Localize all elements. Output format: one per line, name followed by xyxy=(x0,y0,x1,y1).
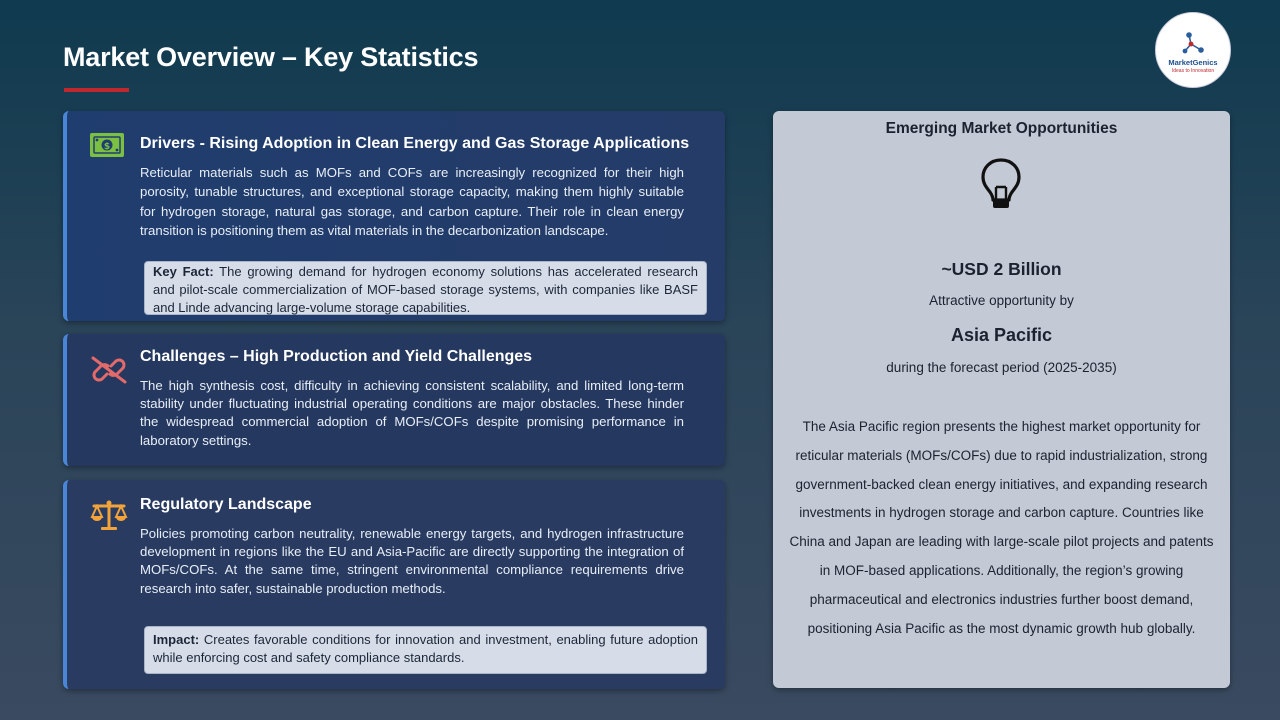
title-underline xyxy=(64,88,129,92)
opportunity-description: The Asia Pacific region presents the highest market opportunity for reticular materials (MOFs/COFs) due to rapid industrialization, strong government-backed clean energy initiatives, and expanding research investments in hydrogen storage and carbon capture. Countries like China and Japan are leading with large-scale pilot projects and patents in MOF-based applications. Additionally, the region’s growing pharmaceutical and electronics industries further boost demand, positioning Asia Pacific as the most dynamic growth hub globally. xyxy=(789,419,1214,636)
opportunity-title: Emerging Market Opportunities xyxy=(885,120,1118,137)
logo-name: MarketGenics xyxy=(1168,57,1218,67)
money-icon xyxy=(89,131,125,164)
opportunity-panel xyxy=(773,111,1230,688)
impact-label: Impact: xyxy=(153,632,200,647)
impact-text: Creates favorable conditions for innovation and investment, enabling future adoption while enforcing cost and safety compliance standards. xyxy=(153,632,698,665)
opportunity-region: Asia Pacific xyxy=(950,325,1053,345)
key-fact-label: Key Fact: xyxy=(153,264,214,279)
challenges-card xyxy=(63,334,725,466)
opportunity-subtitle: Attractive opportunity by xyxy=(929,293,1074,308)
impact-box xyxy=(144,626,707,674)
broken-link-icon xyxy=(89,354,129,391)
challenges-body: The high synthesis cost, difficulty in achieving consistent scalability, and limited long-term stability under fluctuating industrial operating conditions are major obstacles. These hinder the widespread commercial adoption of MOFs/COFs despite promising performance in laboratory settings. xyxy=(140,378,684,448)
lightbulb-icon xyxy=(978,157,1024,216)
svg-text:$: $ xyxy=(103,142,111,152)
drivers-heading: Drivers - Rising Adoption in Clean Energy and Gas Storage Applications xyxy=(140,135,690,152)
regulatory-body: Policies promoting carbon neutrality, renewable energy targets, and hydrogen infrastructure development in regions like the EU and Asia-Pacific are directly supporting the integration of MOFs/COFs. At the same time, stringent environmental compliance requirements drive research into safer, sustainable production methods. xyxy=(140,526,684,596)
scales-icon xyxy=(89,498,129,537)
challenges-heading: Challenges – High Production and Yield Challenges xyxy=(140,348,533,365)
regulatory-heading: Regulatory Landscape xyxy=(140,496,312,513)
key-fact-box xyxy=(144,261,707,315)
drivers-body: Reticular materials such as MOFs and COFs are increasingly recognized for their high porosity, tunable structures, and exceptional storage capacity, making them highly suitable for hydrogen storage, natural gas storage, and carbon capture. Their role in clean energy transition is positioning them as vital materials in the decarbonization landscape. xyxy=(140,165,684,238)
company-logo xyxy=(1155,12,1231,88)
page-title: Market Overview – Key Statistics xyxy=(63,42,479,72)
key-fact-text: The growing demand for hydrogen economy solutions has accelerated research and pilot-scale commercialization of MOF-based storage systems, with companies like BASF and Linde advancing large-volume storage capabilities. xyxy=(153,264,698,315)
drivers-card xyxy=(63,111,725,321)
molecule-icon xyxy=(1181,31,1205,55)
opportunity-value: ~USD 2 Billion xyxy=(941,259,1062,279)
regulatory-card xyxy=(63,480,725,689)
logo-tagline: Ideas to Innovation xyxy=(1171,67,1215,74)
forecast-period: during the forecast period (2025-2035) xyxy=(886,360,1117,375)
